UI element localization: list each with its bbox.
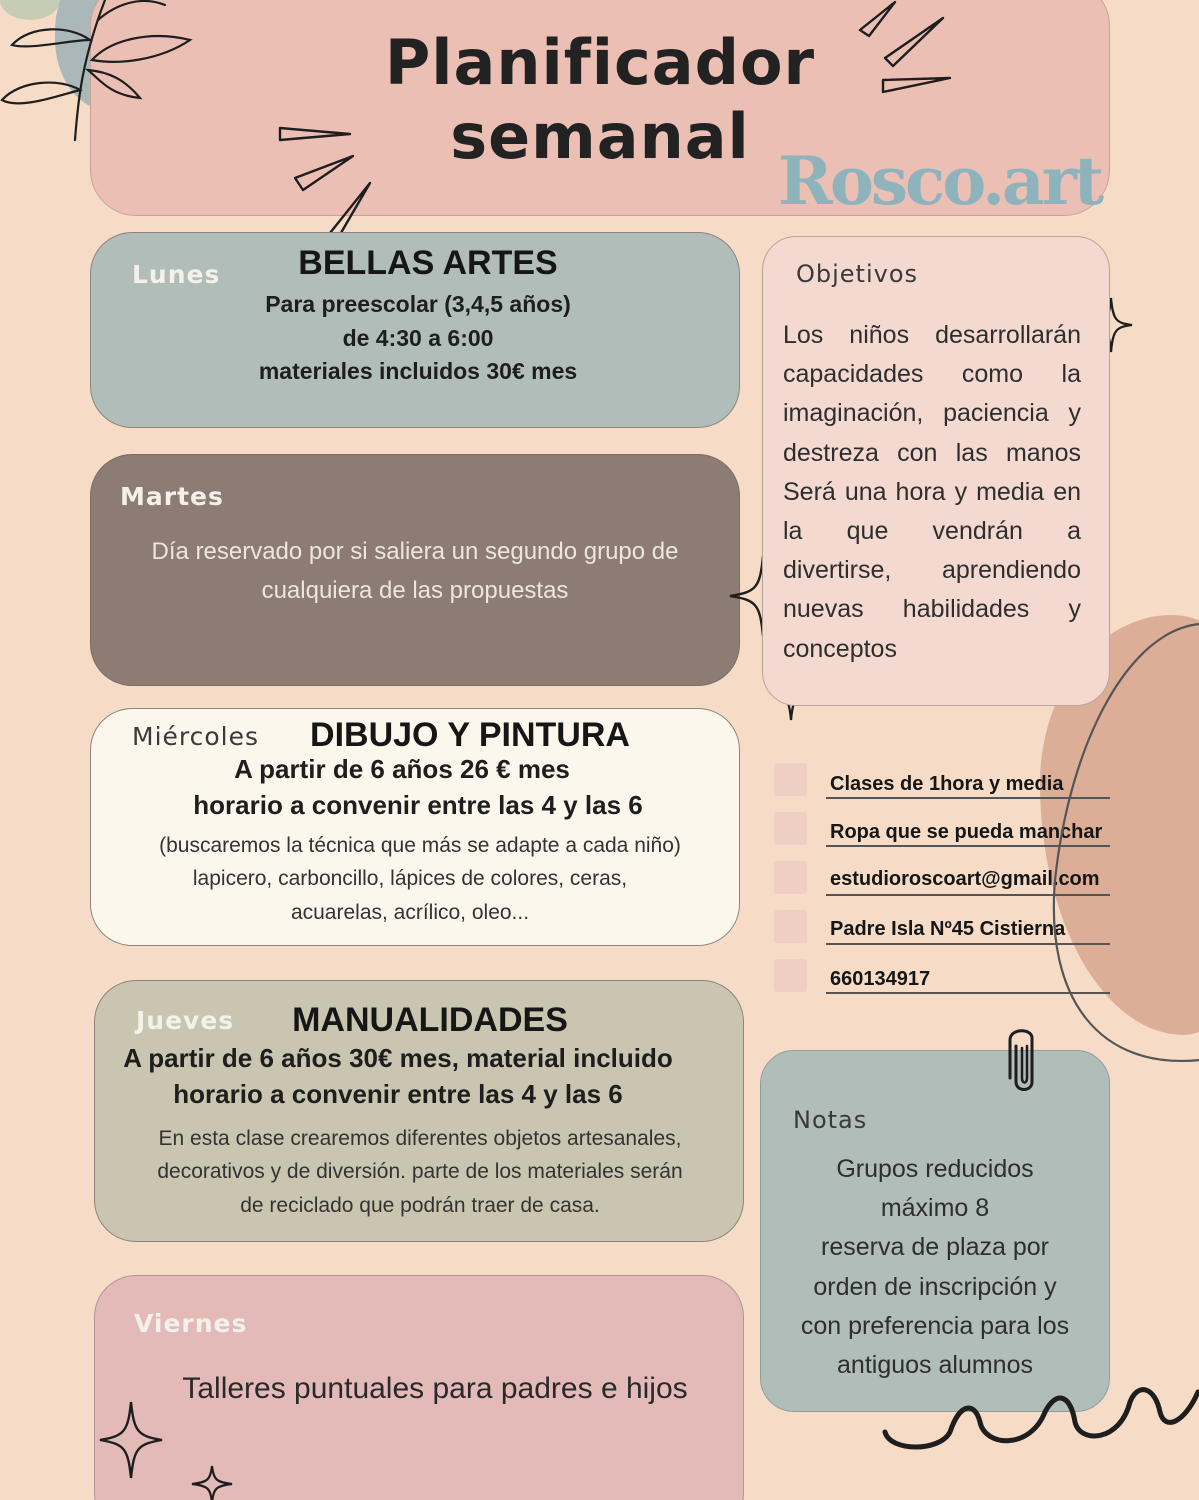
checkbox (774, 861, 807, 894)
contact-address: Padre Isla Nº45 Cistierna (830, 918, 1066, 940)
course-title-manualidades: MANUALIDADES (292, 1001, 568, 1039)
day-label-miercoles: Miércoles (132, 722, 260, 751)
brand-logo: Rosco.art (778, 142, 1102, 220)
notes-line: orden de inscripción y (813, 1272, 1057, 1301)
day-label-jueves: Jueves (136, 1006, 235, 1035)
notes-title: Notas (793, 1106, 868, 1134)
course-description: decorativos y de diversión. parte de los materiales serán (157, 1160, 683, 1183)
course-detail: A partir de 6 años 26 € mes (234, 754, 570, 784)
contact-email[interactable]: estudioroscoart@gmail.com (830, 868, 1100, 890)
course-detail: Para preescolar (3,4,5 años) (265, 291, 571, 317)
checkbox (774, 763, 807, 796)
course-detail: horario a convenir entre las 4 y las 6 (173, 1079, 623, 1109)
day-note: Día reservado por si saliera un segundo grupo de (151, 538, 679, 565)
scribble-decoration (880, 1372, 1199, 1462)
objectives-title: Objetivos (796, 260, 919, 288)
course-description: En esta clase crearemos diferentes objetos artesanales, (158, 1127, 682, 1150)
course-description: lapicero, carboncillo, lápices de colores, ceras, (192, 867, 628, 890)
course-title-bellas-artes: BELLAS ARTES (298, 244, 558, 282)
leaf-branch-icon (0, 0, 200, 145)
notes-line: con preferencia para los (800, 1311, 1070, 1340)
checkbox (774, 910, 807, 943)
checkbox (774, 812, 807, 845)
day-label-lunes: Lunes (132, 260, 221, 289)
sparkle-icon (98, 1400, 164, 1480)
course-detail: horario a convenir entre las 4 y las 6 (193, 790, 643, 820)
course-description: de reciclado que podrán traer de casa. (240, 1194, 600, 1217)
contact-phone[interactable]: 660134917 (830, 968, 931, 990)
paperclip-icon (1002, 1026, 1046, 1098)
day-label-viernes: Viernes (134, 1309, 248, 1338)
checklist-item: Ropa que se pueda manchar (830, 821, 1103, 843)
page-title: Planificador (384, 26, 816, 99)
course-description: acuarelas, acrílico, oleo... (290, 901, 530, 924)
accent-lines-icon (855, 0, 965, 100)
course-detail: de 4:30 a 6:00 (342, 325, 494, 351)
day-label-martes: Martes (120, 482, 224, 511)
notes-line: máximo 8 (880, 1194, 990, 1223)
day-note: Talleres puntuales para padres e hijos (182, 1372, 688, 1405)
course-detail: A partir de 6 años 30€ mes, material incluido (123, 1043, 673, 1073)
sparkle-icon (190, 1464, 234, 1500)
notes-line: antiguos alumnos (837, 1351, 1033, 1380)
outline-arc (1040, 620, 1199, 1080)
checklist-item: Clases de 1hora y media (830, 773, 1064, 795)
objectives-text: Los niños desarrollarán capacidades como la imaginación, paciencia y destreza con las manos Será una hora y media en la que vendrán a divertirse, aprendiendo nuevas habilidades y conceptos (783, 321, 1081, 663)
page-subtitle: semanal (450, 100, 750, 173)
day-note: cualquiera de las propuestas (261, 577, 569, 604)
notes-line: Grupos reducidos (836, 1155, 1034, 1183)
notes-line: reserva de plaza por (821, 1233, 1049, 1262)
course-description: (buscaremos la técnica que más se adapte a cada niño) (159, 834, 681, 857)
notes-text (770, 1150, 1100, 1385)
course-title-dibujo: DIBUJO Y PINTURA (310, 716, 630, 754)
course-detail: materiales incluidos 30€ mes (258, 358, 578, 384)
checkbox (774, 959, 807, 992)
